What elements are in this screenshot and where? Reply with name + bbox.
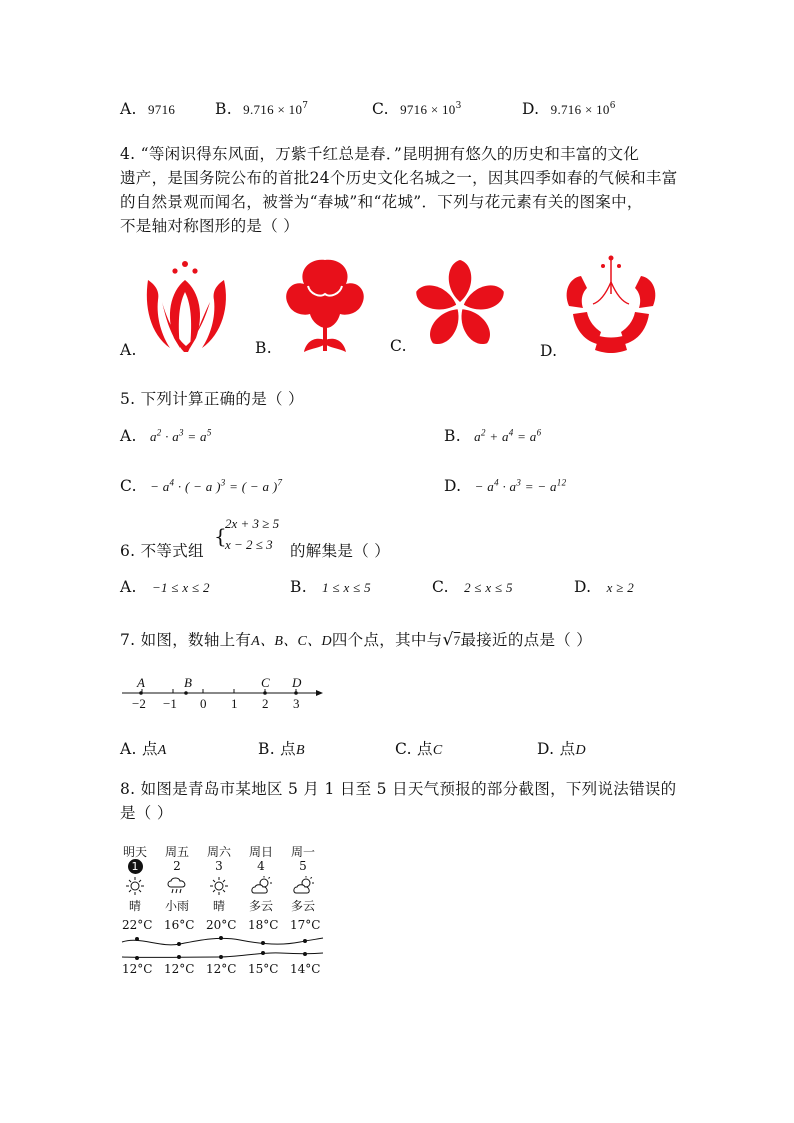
- option-label: C. 点: [395, 740, 433, 758]
- option-value: 9716: [147, 102, 176, 117]
- point-label-a: A: [137, 675, 145, 690]
- tick-label: −2: [132, 696, 146, 711]
- q3-option-a[interactable]: [120, 100, 175, 118]
- weather-label: 多云: [290, 899, 315, 913]
- high-temp: 18°C: [248, 918, 279, 932]
- weather-label: 晴: [128, 899, 141, 913]
- option-value: −1 ≤ x ≤ 2: [151, 580, 210, 595]
- option-point: A: [157, 743, 167, 758]
- option-label: B.: [215, 100, 232, 118]
- flower-b-image: [280, 256, 370, 356]
- option-label: A.: [120, 100, 137, 118]
- partly-cloudy-icon: [251, 876, 273, 896]
- low-temp: 12°C: [206, 962, 237, 976]
- day-label: 周五: [164, 845, 189, 859]
- sqrt-radicand: 7: [453, 633, 461, 648]
- q5-option-b[interactable]: [444, 427, 541, 445]
- sqrt-icon: √: [442, 630, 454, 650]
- option-label: D.: [522, 100, 540, 118]
- option-label: B.: [290, 578, 307, 596]
- q7-option-b[interactable]: [258, 737, 305, 759]
- q6-stem-prefix: 6. 不等式组: [120, 542, 204, 560]
- date-badge: [113, 859, 157, 874]
- option-label: A.: [120, 427, 137, 445]
- high-temp: 17°C: [290, 918, 321, 932]
- high-temp: 20°C: [206, 918, 237, 932]
- date-label: 4: [257, 859, 265, 873]
- system-line-2: x − 2 ≤ 3: [225, 537, 273, 552]
- q6-option-b[interactable]: [290, 578, 371, 596]
- high-temp: 22°C: [122, 918, 153, 932]
- weather-label: 多云: [248, 899, 273, 913]
- stem-text: 7. 如图，数轴上有: [120, 631, 252, 649]
- option-label: A. 点: [120, 740, 158, 758]
- option-value: 1 ≤ x ≤ 5: [322, 580, 371, 595]
- option-a-expression: $a^2 \cdot a^3 = a^5$: [149, 427, 212, 444]
- tick-label: 1: [231, 696, 238, 711]
- tick-label: −1: [163, 696, 177, 711]
- q7-option-a[interactable]: [120, 737, 167, 759]
- point-label-b: B: [184, 675, 192, 690]
- flower-c-image: [414, 256, 506, 354]
- tick-label: 0: [200, 696, 207, 711]
- option-point: D: [575, 743, 586, 758]
- option-value: x ≥ 2: [606, 580, 635, 595]
- flower-a-tulip-image: [140, 256, 236, 356]
- option-label: D.: [574, 578, 592, 596]
- weather-label: 小雨: [164, 899, 189, 913]
- point-label-c: C: [261, 675, 270, 690]
- weather-label: 晴: [212, 899, 225, 913]
- low-temp: 15°C: [248, 962, 279, 976]
- high-temp: 16°C: [164, 918, 195, 932]
- day-label: 周六: [206, 845, 231, 859]
- exponent: 3: [455, 100, 462, 111]
- temperature-curves: [120, 930, 325, 966]
- q3-option-b[interactable]: [215, 100, 308, 118]
- q7-stem: [120, 628, 592, 650]
- low-temp: 12°C: [122, 962, 153, 976]
- q8-stem-line-1: 8. 如图是青岛市某地区 5 月 1 日至 5 日天气预报的部分截图，下列说法错误的: [120, 780, 677, 798]
- q3-option-c[interactable]: [372, 100, 462, 118]
- day-label: 明天: [122, 845, 147, 859]
- option-d-expression: − $a^4 \cdot a^3$ = − $a^{12}$: [474, 477, 567, 494]
- exponent: 6: [609, 100, 616, 111]
- stem-text: 最接近的点是（ ）: [460, 631, 593, 649]
- option-value: 9.716 × 10: [243, 102, 303, 117]
- sun-icon: [210, 877, 228, 895]
- q5-option-c[interactable]: [120, 477, 282, 495]
- q7-option-d[interactable]: [537, 737, 586, 759]
- q6-option-d[interactable]: [574, 578, 634, 596]
- option-label: C.: [432, 578, 449, 596]
- q5-option-a[interactable]: [120, 427, 212, 445]
- q4-stem-line-1: 4. “等闲识得东风面，万紫千红总是春．”昆明拥有悠久的历史和丰富的文化: [120, 145, 640, 163]
- low-temp: 12°C: [164, 962, 195, 976]
- option-value: 9.716 × 10: [550, 102, 610, 117]
- brace-icon: {: [214, 524, 227, 548]
- option-a-label[interactable]: A.: [120, 341, 137, 359]
- q4-stem-line-3: 的自然景观而闻名，被誉为“春城”和“花城”．下列与花元素有关的图案中，: [120, 193, 643, 211]
- option-label: C.: [372, 100, 389, 118]
- option-value: 9716 × 10: [400, 102, 456, 117]
- option-label: B.: [444, 427, 461, 445]
- q8-stem-line-2: 是（ ）: [120, 804, 173, 822]
- option-b-label[interactable]: B.: [255, 339, 272, 357]
- day-label: 周一: [290, 845, 315, 859]
- option-label: C.: [120, 477, 137, 495]
- stem-points: A、B、C、D: [251, 634, 332, 649]
- day-label: 周日: [248, 845, 273, 859]
- q3-option-d[interactable]: [522, 100, 616, 118]
- option-label: B. 点: [258, 740, 296, 758]
- option-c-label[interactable]: C.: [390, 337, 407, 355]
- option-point: B: [295, 743, 305, 758]
- date-label: 2: [173, 859, 181, 873]
- option-b-expression: $a^2 + a^4 = a^6$: [474, 427, 542, 444]
- sun-icon: [126, 877, 144, 895]
- q6-stem-suffix: 的解集是（ ）: [290, 542, 391, 560]
- system-line-1: 2x + 3 ≥ 5: [225, 516, 280, 531]
- q5-option-d[interactable]: [444, 477, 566, 495]
- q4-stem-line-2: 遗产，是国务院公布的首批24个历史文化名城之一，因其四季如春的气候和丰富: [120, 169, 678, 187]
- option-d-label[interactable]: D.: [540, 342, 558, 360]
- option-point: C: [432, 743, 443, 758]
- point-label-d: D: [292, 675, 302, 690]
- option-label: D.: [444, 477, 462, 495]
- stem-text: 四个点，其中与: [331, 631, 443, 649]
- q6-option-a[interactable]: [120, 578, 210, 596]
- q4-stem-line-4: 不是轴对称图形的是（ ）: [120, 217, 300, 235]
- tick-label: 2: [262, 696, 269, 711]
- partly-cloudy-icon: [293, 876, 315, 896]
- date-today: 1: [128, 859, 143, 874]
- flower-d-image: [562, 252, 660, 356]
- date-label: 5: [299, 859, 307, 873]
- option-c-expression: − $a^4$ · ( − a )$^3$ = ( − a )$^7$: [150, 477, 283, 494]
- exponent: 7: [302, 100, 309, 111]
- q5-stem: 5. 下列计算正确的是（ ）: [120, 390, 304, 408]
- rain-icon: [167, 877, 187, 895]
- tick-label: 3: [293, 696, 300, 711]
- option-label: D. 点: [537, 740, 576, 758]
- low-temp: 14°C: [290, 962, 321, 976]
- q6-option-c[interactable]: [432, 578, 513, 596]
- option-value: 2 ≤ x ≤ 5: [464, 580, 513, 595]
- q7-option-c[interactable]: [395, 737, 443, 759]
- option-label: A.: [120, 578, 137, 596]
- date-label: 3: [215, 859, 223, 873]
